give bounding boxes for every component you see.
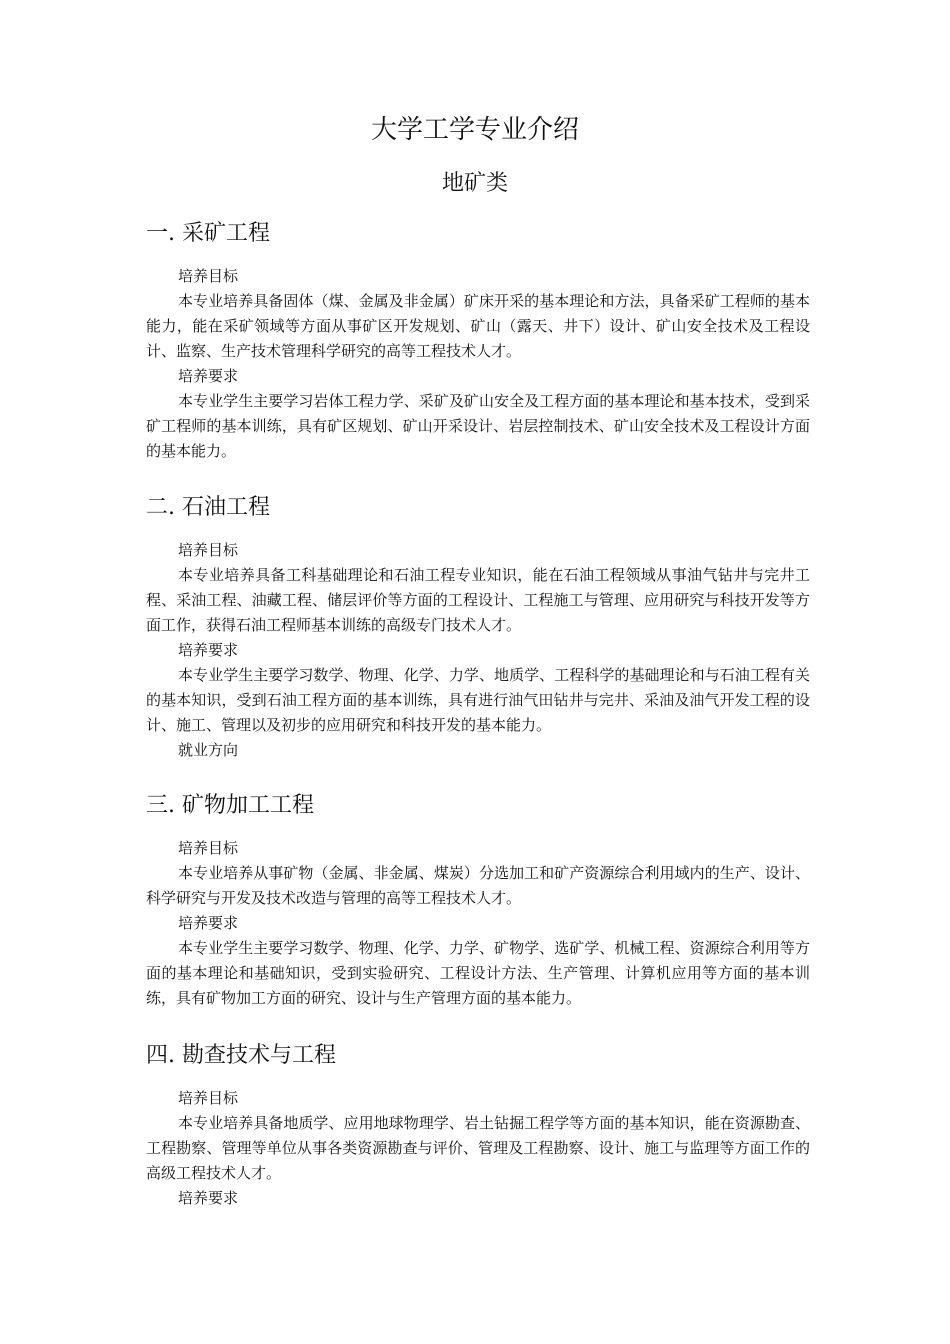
goal-text: 本专业培养具备工科基础理论和石油工程专业知识，能在石油工程领域从事油气钻井与完井工程、采油工程、油藏工程、储层评价等方面的工程设计、工程施工与管理、应用研究与科技开发等方面工作，获得石油工程师基本训练的高级专门技术人才。 xyxy=(146,566,810,634)
section-petroleum-engineering xyxy=(146,492,810,763)
document-title: 大学工学专业介绍 xyxy=(370,115,579,145)
requirement-text: 本专业学生主要学习数学、物理、化学、力学、地质学、工程科学的基础理论和与石油工程有关的基本知识，受到石油工程方面的基本训练，具有进行油气田钻井与完井、采油及油气开发工程的设计、施工、管理以及初步的应用研究和科技开发的基本能力。 xyxy=(146,666,810,734)
goal-label: 培养目标 xyxy=(178,267,239,285)
document-subtitle: 地矿类 xyxy=(441,171,508,196)
section-heading: 一. 采矿工程 xyxy=(146,221,270,246)
section-heading: 二. 石油工程 xyxy=(146,495,270,520)
requirement-label: 培养要求 xyxy=(178,367,239,385)
goal-text: 本专业培养具备地质学、应用地球物理学、岩土钻掘工程学等方面的基本知识，能在资源勘查、工程勘察、管理等单位从事各类资源勘查与评价、管理及工程勘察、设计、施工与监理等方面工作的高级工程技术人才。 xyxy=(146,1114,810,1182)
section-heading: 三. 矿物加工工程 xyxy=(146,793,314,818)
goal-label: 培养目标 xyxy=(178,541,239,559)
requirement-label: 培养要求 xyxy=(178,1189,239,1207)
requirement-label: 培养要求 xyxy=(178,914,239,932)
section-mineral-processing-engineering xyxy=(146,790,810,1011)
section-heading: 四. 勘查技术与工程 xyxy=(146,1043,336,1068)
section-mining-engineering xyxy=(146,218,810,464)
employment-label: 就业方向 xyxy=(178,741,239,759)
goal-text: 本专业培养具备固体（煤、金属及非金属）矿床开采的基本理论和方法，具备采矿工程师的基本能力，能在采矿领域等方面从事矿区开发规划、矿山（露天、井下）设计、矿山安全技术及工程设计、监察、生产技术管理科学研究的高等工程技术人才。 xyxy=(146,292,810,360)
requirement-text: 本专业学生主要学习数学、物理、化学、力学、矿物学、选矿学、机械工程、资源综合利用等方面的基本理论和基础知识，受到实验研究、工程设计方法、生产管理、计算机应用等方面的基本训练，具有矿物加工方面的研究、设计与生产管理方面的基本能力。 xyxy=(146,939,810,1007)
section-exploration-technology-engineering xyxy=(146,1040,810,1211)
goal-label: 培养目标 xyxy=(178,1089,239,1107)
goal-label: 培养目标 xyxy=(178,839,239,857)
goal-text: 本专业培养从事矿物（金属、非金属、煤炭）分选加工和矿产资源综合利用域内的生产、设计、科学研究与开发及技术改造与管理的高等工程技术人才。 xyxy=(146,864,810,907)
requirement-text: 本专业学生主要学习岩体工程力学、采矿及矿山安全及工程方面的基本理论和基本技术，受到采矿工程师的基本训练，具有矿区规划、矿山开采设计、岩层控制技术、矿山安全技术及工程设计方面的基本能力。 xyxy=(146,392,810,460)
requirement-label: 培养要求 xyxy=(178,641,239,659)
